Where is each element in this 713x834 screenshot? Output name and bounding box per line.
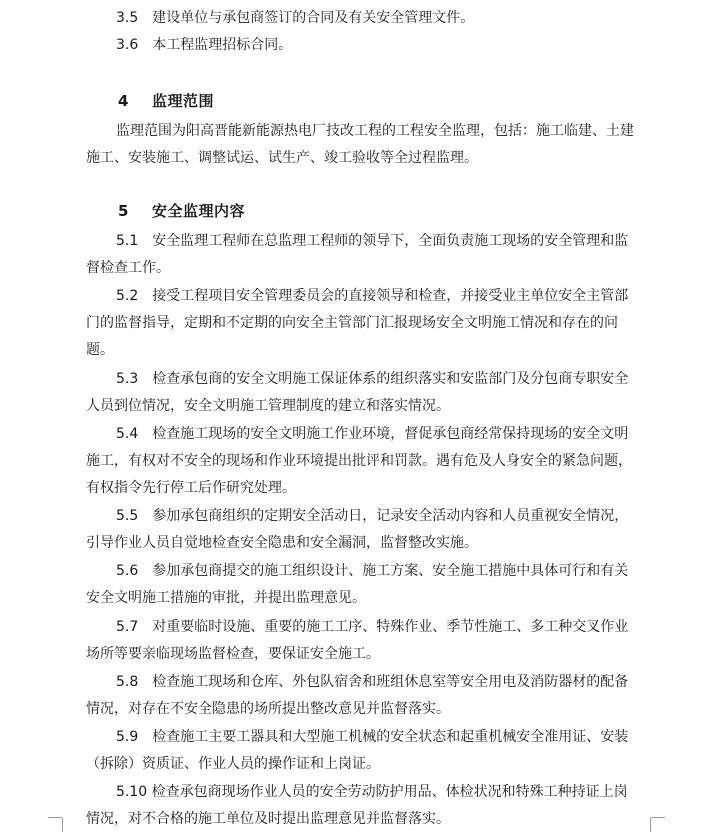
item-line: 5.6 参加承包商提交的施工组织设计、施工方案、安全施工措施中具体可行和有关 <box>116 563 629 579</box>
item-5-8 <box>86 669 648 723</box>
item-line: 5.2 接受工程项目安全管理委员会的直接领导和检查，并接受业主单位安全主管部 <box>116 288 629 304</box>
item-5-6 <box>86 558 648 612</box>
item-5-5 <box>86 503 648 557</box>
item-5-10 <box>86 779 648 833</box>
item-5-2 <box>86 283 648 364</box>
item-line: 施工，有权对不安全的现场和作业环境提出批评和罚款。遇有危及人身安全的紧急问题， <box>86 453 632 469</box>
item-5-4 <box>86 421 648 502</box>
item-line: 人员到位情况，安全文明施工管理制度的建立和落实情况。 <box>86 398 450 414</box>
item-line: 督检查工作。 <box>86 260 170 276</box>
section-number: 5 <box>118 202 129 220</box>
item-5-9 <box>86 724 648 778</box>
section-number: 4 <box>118 92 129 110</box>
item-line: 3.5 建设单位与承包商签订的合同及有关安全管理文件。 <box>116 10 475 26</box>
item-line: （拆除）资质证、作业人员的操作证和上岗证。 <box>86 756 380 772</box>
section-4-heading <box>118 90 214 111</box>
section-title: 安全监理内容 <box>152 202 246 220</box>
item-3-5 <box>116 5 648 32</box>
item-5-1 <box>86 228 648 282</box>
item-line: 安全文明施工措施的审批，并提出监理意见。 <box>86 590 366 606</box>
item-line: 5.3 检查承包商的安全文明施工保证体系的组织落实和安监部门及分包商专职安全 <box>116 371 629 387</box>
item-line: 情况，对不合格的施工单位及时提出监理意见并监督落实。 <box>86 811 450 827</box>
item-line: 5.1 安全监理工程师在总监理工程师的领导下，全面负责施工现场的安全管理和监 <box>116 233 629 249</box>
item-5-7 <box>86 614 648 668</box>
body-line: 监理范围为阳高晋能新能源热电厂技改工程的工程安全监理，包括：施工临建、土建 <box>116 123 634 139</box>
item-line: 5.7 对重要临时设施、重要的施工工序、特殊作业、季节性施工、多工种交叉作业 <box>116 619 629 635</box>
crop-mark <box>48 817 62 818</box>
item-5-3 <box>86 366 648 420</box>
item-line: 题。 <box>86 342 114 358</box>
section-title: 监理范围 <box>152 92 215 110</box>
item-line: 引导作业人员自觉地检查安全隐患和安全漏洞，监督整改实施。 <box>86 535 478 551</box>
section-5-heading <box>118 200 245 221</box>
item-line: 场所等要亲临现场监督检查，要保证安全施工。 <box>86 646 380 662</box>
item-line: 有权指令先行停工后作研究处理。 <box>86 480 296 496</box>
item-line: 5.9 检查施工主要工器具和大型施工机械的安全状态和起重机械安全准用证、安装 <box>116 729 629 745</box>
item-line: 5.10 检查承包商现场作业人员的安全劳动防护用品、体检状况和特殊工种持证上岗 <box>116 784 628 800</box>
item-3-6 <box>116 32 648 59</box>
body-line: 施工、安装施工、调整试运、试生产、竣工验收等全过程监理。 <box>86 150 478 166</box>
crop-mark <box>62 818 63 832</box>
crop-mark <box>651 817 665 818</box>
item-line: 5.5 参加承包商组织的定期安全活动日，记录安全活动内容和人员重视安全情况， <box>116 508 629 524</box>
item-line: 情况，对存在不安全隐患的场所提出整改意见并监督落实。 <box>86 701 450 717</box>
item-line: 5.4 检查施工现场的安全文明施工作业环境，督促承包商经常保持现场的安全文明 <box>116 426 629 442</box>
item-line: 门的监督指导，定期和不定期的向安全主管部门汇报现场安全文明施工情况和存在的问 <box>86 315 618 331</box>
item-line: 3.6 本工程监理招标合同。 <box>116 37 293 53</box>
crop-mark <box>650 818 651 832</box>
item-line: 5.8 检查施工现场和仓库、外包队宿舍和班组休息室等安全用电及消防器材的配备 <box>116 674 629 690</box>
section-4-body <box>86 118 648 172</box>
